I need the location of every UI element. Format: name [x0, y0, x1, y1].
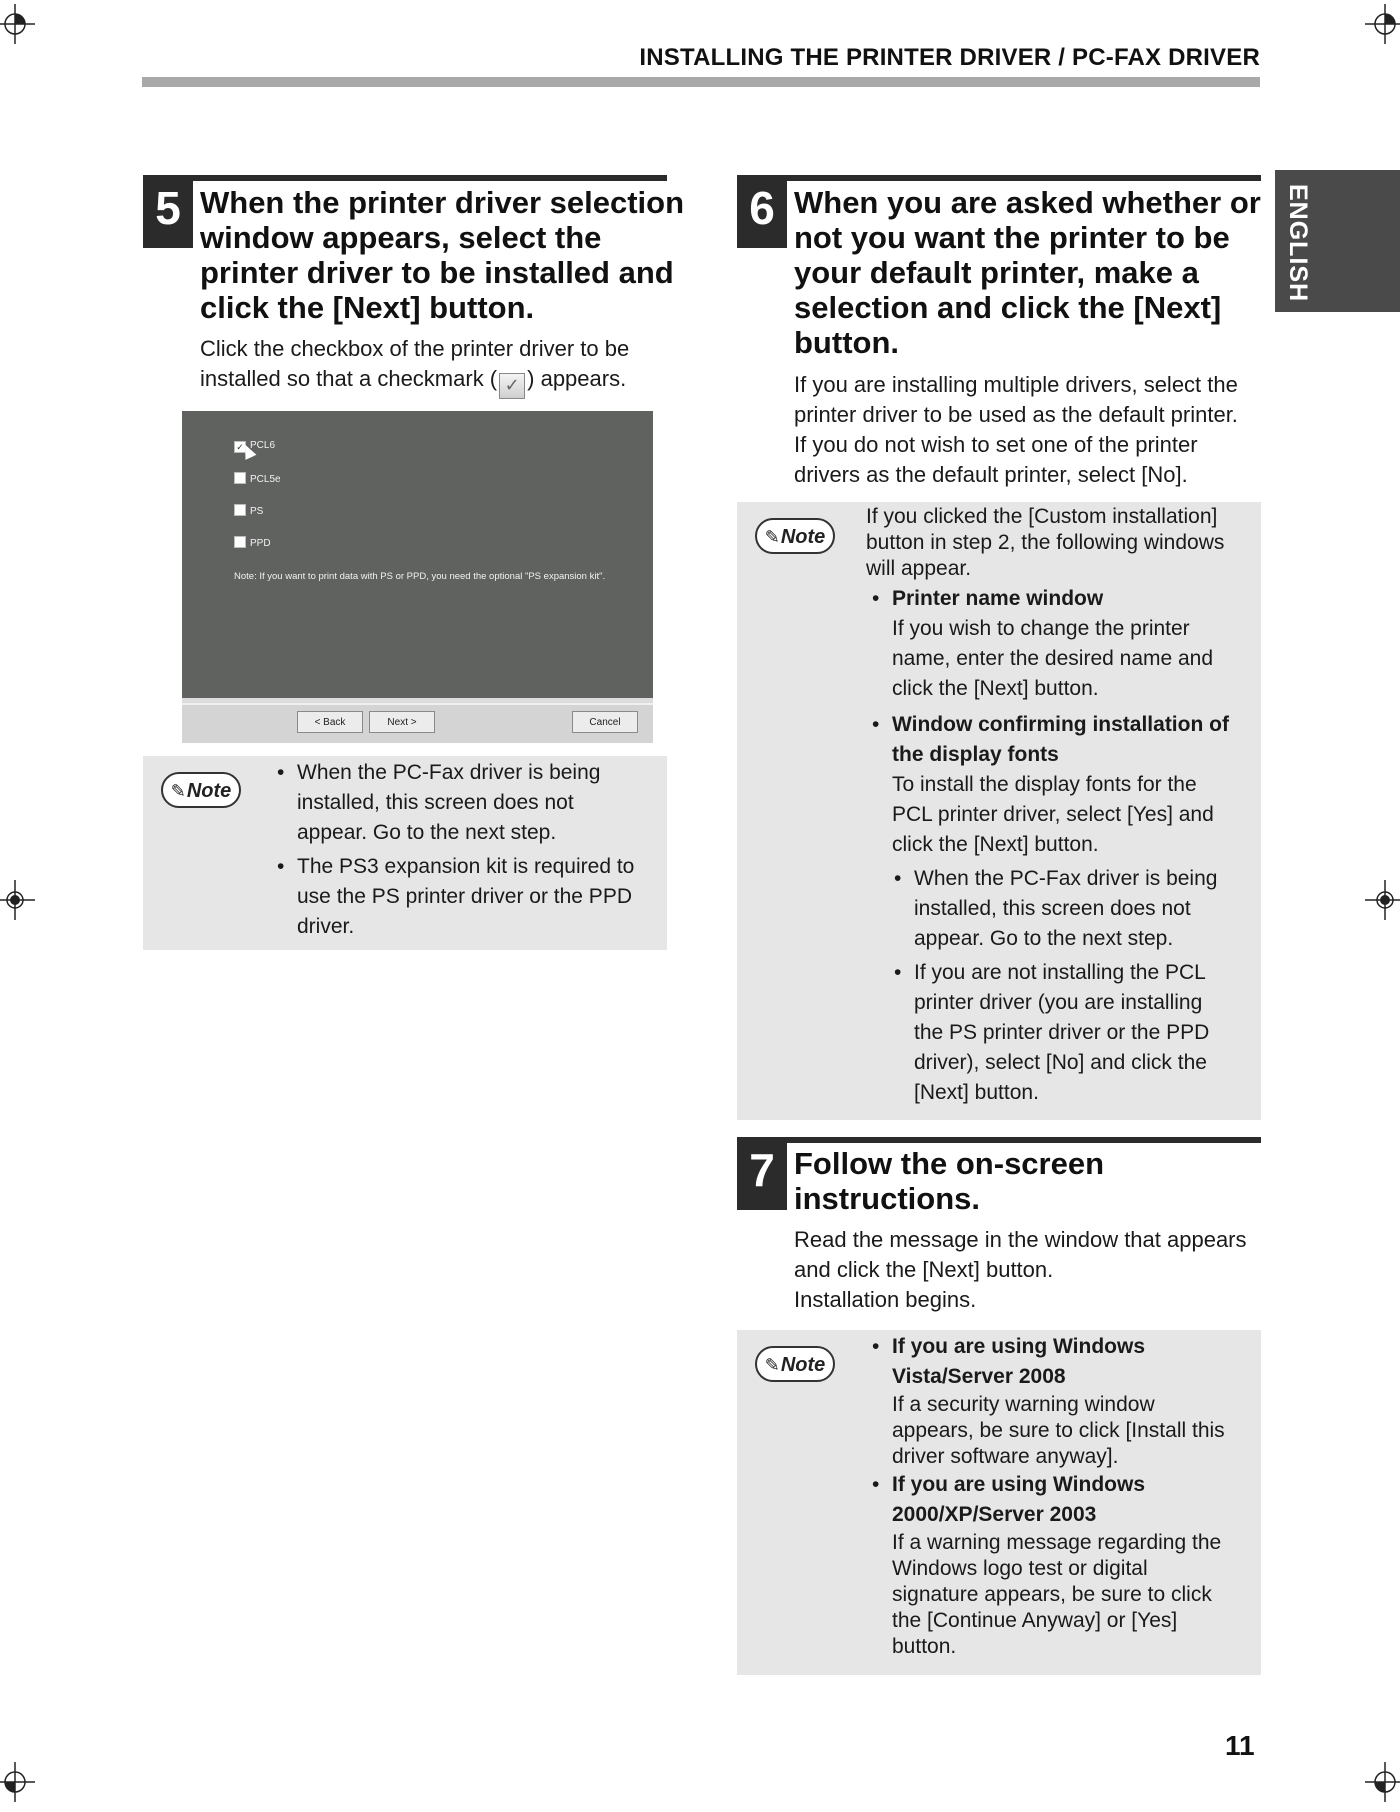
registration-mark-icon	[1365, 1762, 1400, 1802]
printer-driver-selection-screenshot	[182, 411, 653, 741]
step-5-body: Click the checkbox of the printer driver to be installed so that a checkmark ( ✓ ) appears.	[200, 334, 629, 399]
step-6-number: 6	[737, 178, 787, 248]
checkmark-icon: ✓	[499, 373, 525, 399]
registration-mark-icon	[0, 1762, 35, 1802]
note-badge: ✎Note	[161, 772, 241, 808]
step-6-body: If you are installing multiple drivers, select the printer driver to be used as the default printer. If you do not wish to set one of the printer drivers as the default printer, select [No].	[794, 372, 1238, 487]
checkbox-icon	[234, 504, 246, 516]
page-number: 11	[1225, 1730, 1255, 1761]
list-item: • Window confirming installation of the display fonts To install the display fonts for the PCL printer driver, select [Yes] and click the [Next] button.	[872, 713, 1229, 856]
step-6-heading: When you are asked whether or not you want the printer to be your default printer, make a selection and click the [Next] button.	[794, 185, 1261, 360]
registration-mark-icon	[1365, 880, 1400, 920]
step-5-note-box	[143, 756, 667, 950]
checkbox-icon	[234, 472, 246, 484]
list-item: • If you are using Windows Vista/Server 2008 If a security warning window appears, be sure to click [Install this driver software anyway].	[872, 1335, 1225, 1468]
list-item: • The PS3 expansion kit is required to use the PS printer driver or the PPD driver.	[277, 855, 635, 938]
list-item: • When the PC-Fax driver is being installed, this screen does not appear. Go to the next step.	[277, 761, 601, 844]
registration-mark-icon	[0, 4, 35, 44]
pencil-icon: ✎	[764, 527, 780, 547]
list-item: • If you are using Windows 2000/XP/Server 2003 If a warning message regarding the Windows logo test or digital signature appears, be sure to click the [Continue Anyway] or [Yes] button.	[872, 1473, 1222, 1658]
language-tab	[1275, 170, 1400, 312]
driver-option-ps[interactable]: PS	[234, 504, 263, 517]
step-7-rule	[737, 1137, 1261, 1143]
checkbox-icon	[234, 536, 246, 548]
page-header-title: INSTALLING THE PRINTER DRIVER / PC-FAX DRIVER	[639, 44, 1260, 71]
note-badge: ✎Note	[755, 518, 835, 554]
step-7-note-box	[737, 1330, 1261, 1675]
driver-option-pcl6[interactable]: ✓ PCL6	[234, 440, 275, 453]
header-rule	[142, 77, 1260, 87]
driver-option-pcl5e[interactable]: PCL5e	[234, 472, 281, 485]
registration-mark-icon	[0, 880, 35, 920]
step-7-number: 7	[737, 1140, 787, 1210]
list-item: • If you are not installing the PCL printer driver (you are installing the PS printer driver or the PPD driver), select [No] and click the [Next] button.	[894, 961, 1210, 1104]
note-intro: If you clicked the [Custom installation] button in step 2, the following windows will appear.	[866, 505, 1225, 580]
next-button[interactable]: Next >	[369, 711, 435, 733]
screenshot-panel	[182, 411, 653, 698]
step-6-note-text	[866, 504, 1229, 1108]
step-5-heading: When the printer driver selection window appears, select the printer driver to be installed and click the [Next] button.	[200, 185, 685, 325]
list-item: • Printer name window If you wish to change the printer name, enter the desired name and click the [Next] button.	[872, 587, 1214, 700]
driver-option-ppd[interactable]: PPD	[234, 536, 271, 549]
pencil-icon: ✎	[764, 1355, 780, 1375]
back-button[interactable]: < Back	[297, 711, 363, 733]
list-item: • When the PC-Fax driver is being installed, this screen does not appear. Go to the next step.	[894, 867, 1218, 950]
language-tab-label: ENGLISH	[1284, 184, 1312, 303]
note-badge: ✎Note	[755, 1346, 835, 1382]
step-7-note-text	[872, 1332, 1225, 1660]
step-5-number: 5	[143, 178, 193, 248]
step-7-body: Read the message in the window that appears and click the [Next] button. Installation begins.	[794, 1227, 1247, 1312]
pencil-icon: ✎	[170, 781, 186, 801]
step-5-rule	[143, 175, 667, 181]
registration-mark-icon	[1365, 4, 1400, 44]
screenshot-note: Note: If you want to print data with PS or PPD, you need the optional "PS expansion kit".	[234, 571, 606, 582]
step-6-rule	[737, 175, 1261, 181]
step-5-note-text	[277, 758, 634, 942]
checkbox-icon: ✓	[234, 441, 246, 453]
step-6-note-box	[737, 502, 1261, 1120]
step-7-heading: Follow the on-screen instructions.	[794, 1146, 1105, 1216]
cancel-button[interactable]: Cancel	[572, 711, 638, 733]
